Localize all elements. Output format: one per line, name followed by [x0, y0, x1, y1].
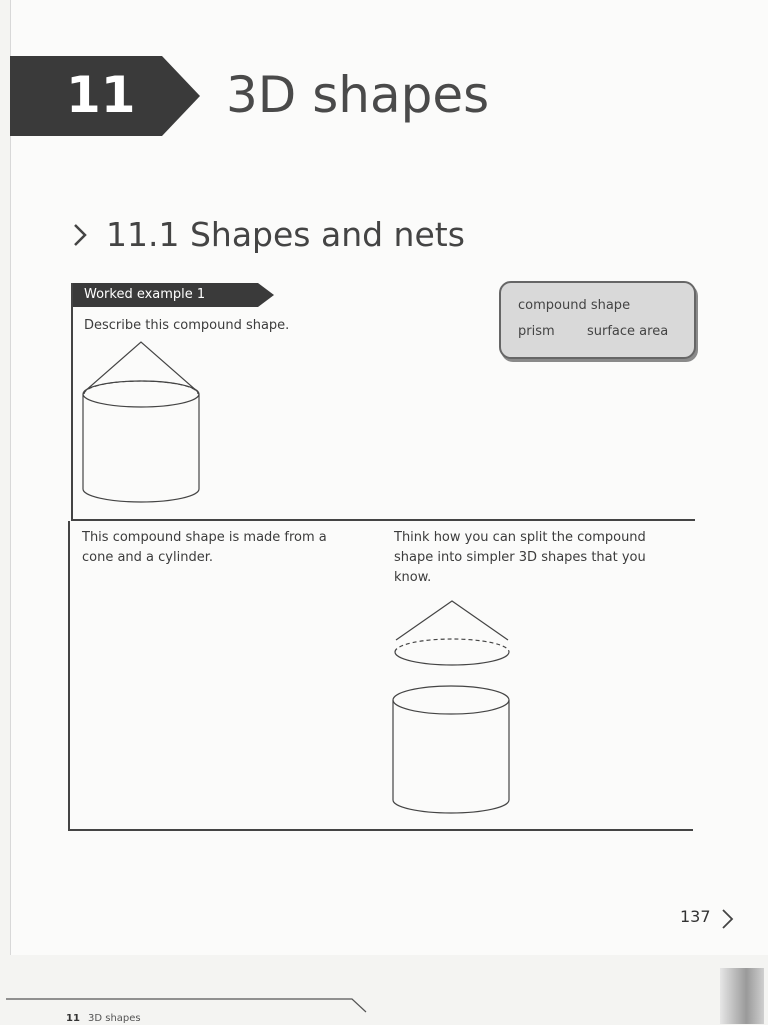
- chapter-number: 11: [66, 66, 136, 124]
- frame-divider: [68, 521, 70, 831]
- worked-example-hint: Think how you can split the compound shape into simpler 3D shapes that you know.: [394, 530, 646, 585]
- frame-divider: [71, 519, 695, 521]
- worked-example-solution: This compound shape is made from a cone and a cylinder.: [82, 530, 327, 565]
- section-title: 11.1 Shapes and nets: [106, 215, 465, 254]
- frame-divider: [71, 283, 73, 521]
- page-chevron-icon: [720, 907, 736, 931]
- next-page-footer-title: 3D shapes: [88, 1013, 141, 1024]
- worked-example-label: Worked example 1: [84, 287, 206, 302]
- chapter-title: 3D shapes: [226, 66, 490, 124]
- book-spine-shadow: [720, 968, 764, 1024]
- page-number: 137: [680, 907, 711, 926]
- frame-divider: [68, 829, 693, 831]
- next-page-footer-bar: [6, 996, 370, 1024]
- section-chevron-icon: [72, 222, 88, 248]
- key-words-box: [499, 281, 696, 359]
- key-word: compound shape: [518, 298, 631, 313]
- key-word: surface area: [587, 324, 669, 339]
- compound-shape-diagram: [78, 336, 206, 508]
- key-word: prism: [518, 324, 555, 339]
- next-page-footer-number: 11: [66, 1013, 80, 1024]
- worked-example-question: Describe this compound shape.: [84, 318, 290, 333]
- cone-diagram: [390, 596, 514, 670]
- cylinder-diagram: [388, 682, 514, 818]
